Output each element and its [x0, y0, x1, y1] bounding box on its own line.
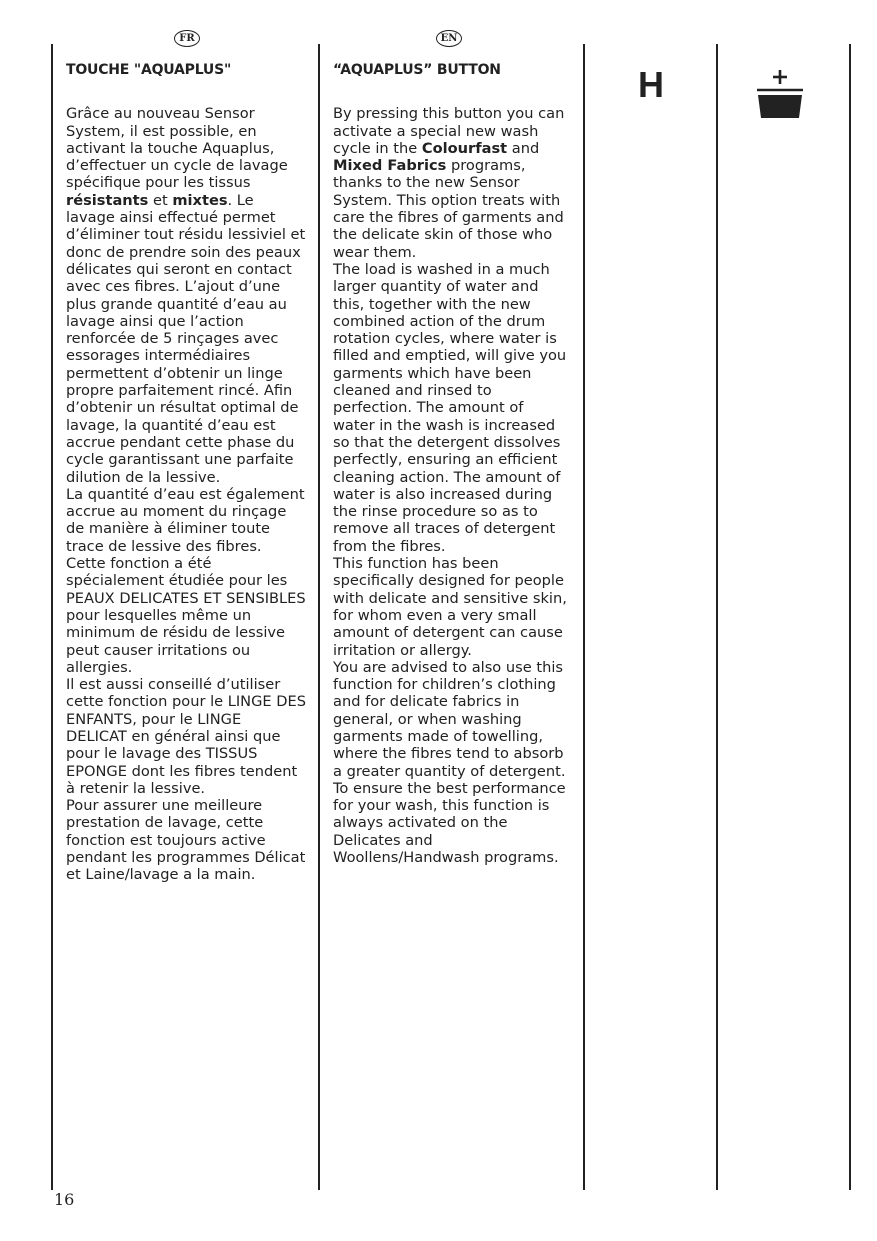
en-paragraph-1: By pressing this button you can activate a special new wash cycle in the Colourfast and Mixed Fabrics programs, thanks to the new Sensor System. This option treats with care the fibres of garments and the delicate skin of those who wear them.	[333, 105, 565, 261]
en-paragraph-4: You are advised to also use this function for children’s clothing and for delicate fabrics in general, or when washing garments made of towelling, where the fibres tend to absorb a greater quantity of detergent.	[333, 658, 566, 780]
key-letter: H	[638, 64, 664, 105]
french-column	[66, 62, 306, 884]
column-divider-2	[318, 44, 320, 1190]
en-title: “AQUAPLUS” BUTTON	[333, 62, 501, 78]
fr-paragraph-5: Pour assurer une meilleure prestation de lavage, cette fonction est toujours active pendant les programmes Délicat et Laine/lavage a la main.	[66, 797, 306, 884]
fr-paragraph-2: La quantité d’eau est également accrue au moment du rinçage de manière à éliminer toute trace de lessive des fibres.	[66, 485, 305, 555]
column-divider-3	[583, 44, 585, 1190]
column-divider-1	[51, 44, 53, 1190]
fr-paragraph-3: Cette fonction a été spécialement étudiée pour les PEAUX DELICATES ET SENSIBLES pour lesquelles même un minimum de résidu de lessive peut causer irritations ou allergies.	[66, 555, 306, 676]
lang-badge-en: EN	[436, 30, 462, 47]
washtub-plus-icon	[754, 68, 806, 120]
en-paragraph-5: To ensure the best performance for your wash, this function is always activated on the Delicates and Woollens/Handwash programs.	[333, 779, 566, 867]
page-number: 16	[54, 1190, 75, 1209]
column-divider-5	[849, 44, 851, 1190]
english-column	[333, 62, 569, 866]
fr-paragraph-1: Grâce au nouveau Sensor System, il est possible, en activant la touche Aquaplus, d’effectuer un cycle de lavage spécifique pour les tissus résistants et mixtes. Le lavage ainsi effectué permet d’éliminer tout résidu lessiviel et donc de prendre soin des peaux délicates qui seront en contact avec ces fibres. L’ajout d’une plus grande quantité d’eau au lavage ainsi que l’action renforcée de 5 rinçages avec essorages intermédiaires permettent d’obtenir un linge propre parfaitement rincé. Afin d’obtenir un résultat optimal de lavage, la quantité d’eau est accrue pendant cette phase du cycle garantissant une parfaite dilution de la lessive.	[66, 105, 306, 486]
lang-badge-fr: FR	[174, 30, 200, 47]
fr-paragraph-4: Il est aussi conseillé d’utiliser cette fonction pour le LINGE DES ENFANTS, pour le LINGE DELICAT en général ainsi que pour le lavage des TISSUS EPONGE dont les fibres tendent à retenir la lessive.	[66, 676, 306, 797]
fr-title: TOUCHE "AQUAPLUS"	[66, 62, 232, 78]
en-paragraph-3: This function has been specifically designed for people with delicate and sensitive skin, for whom even a very small amount of detergent can cause irritation or allergy.	[333, 555, 567, 659]
column-divider-4	[716, 44, 718, 1190]
en-paragraph-2: The load is washed in a much larger quantity of water and this, together with the new combined action of the drum rotation cycles, where water is filled and emptied, will give you garments which have been cleaned and rinsed to perfection. The amount of water in the wash is increased so that the detergent dissolves perfectly, ensuring an efficient cleaning action. The amount of water is also increased during the rinse procedure so as to remove all traces of detergent from the fibres.	[333, 260, 567, 555]
